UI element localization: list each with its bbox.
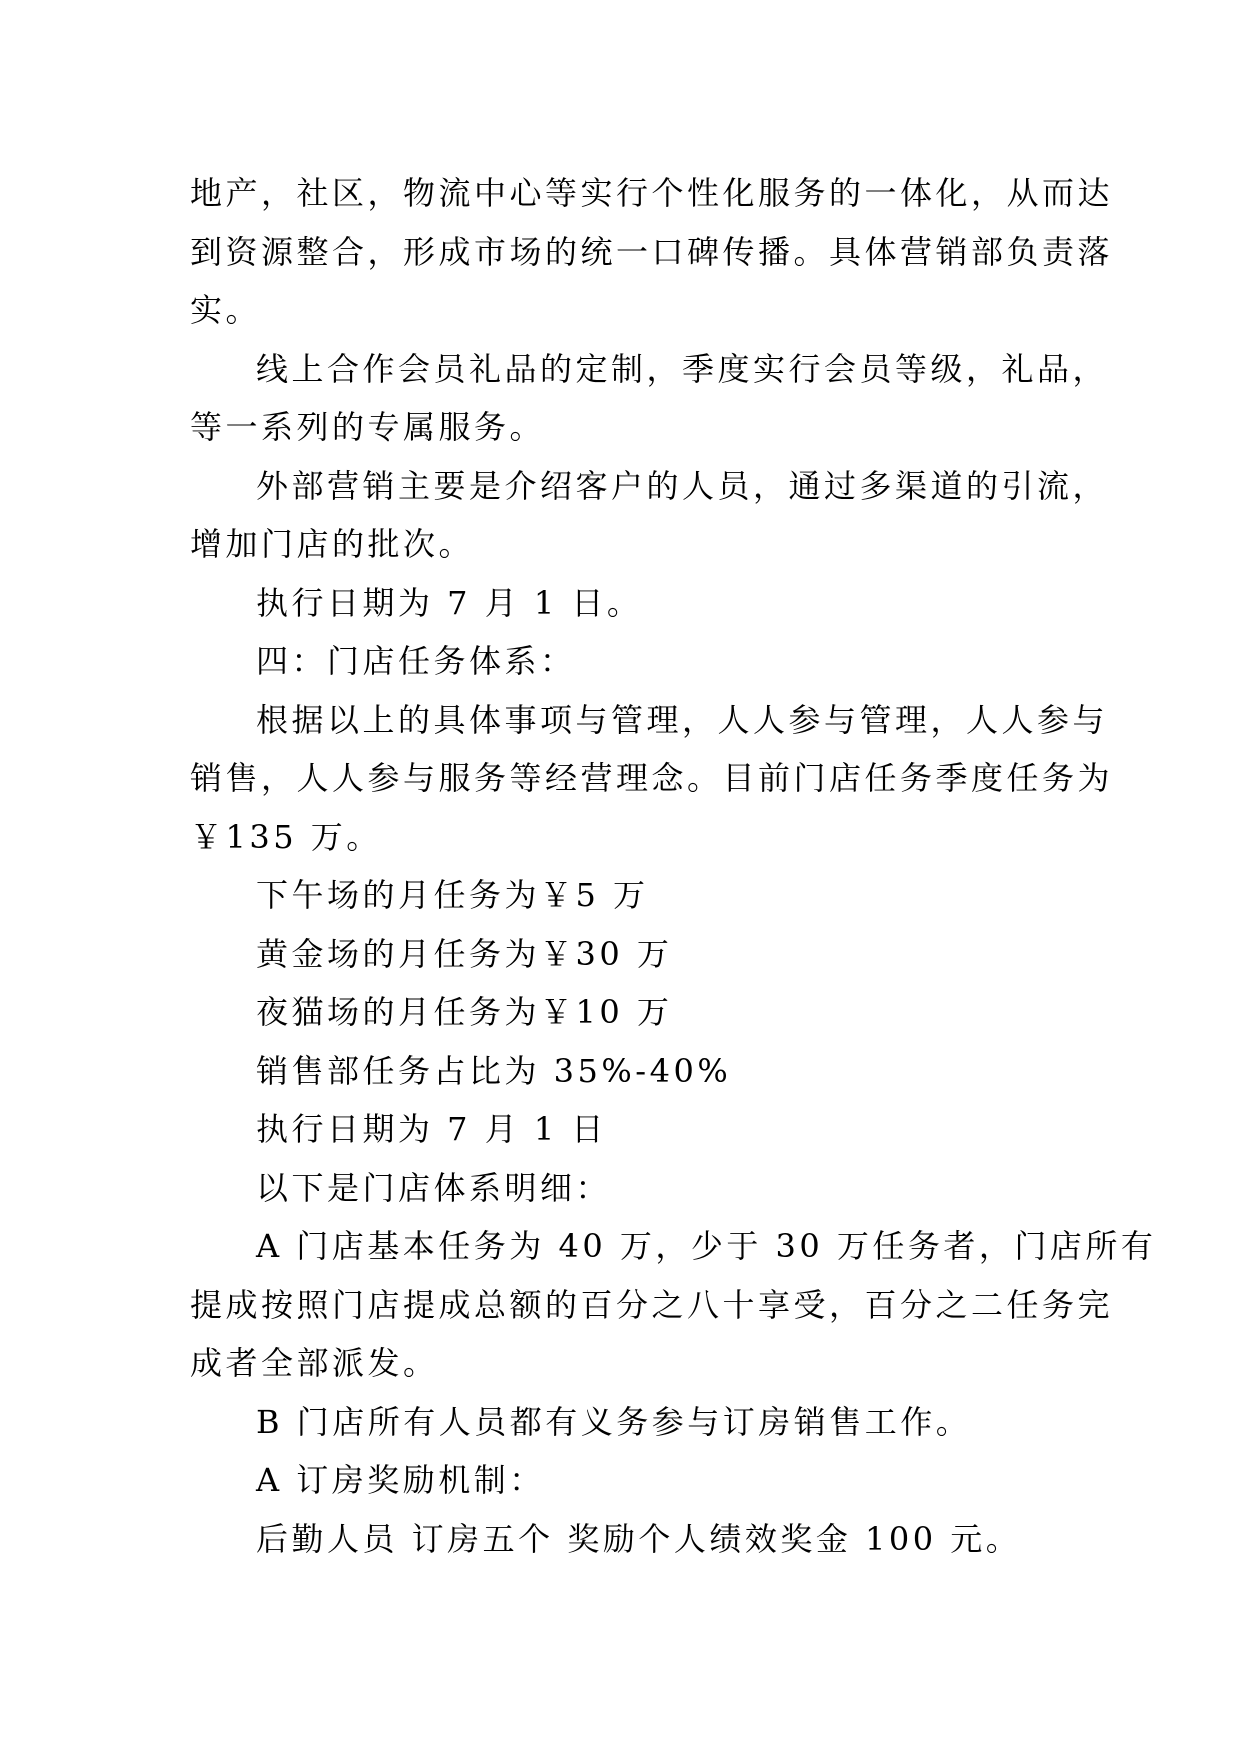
text-line: A 门店基本任务为 40 万，少于 30 万任务者，门店所有 — [256, 1227, 1157, 1265]
text-line: 地产，社区，物流中心等实行个性化服务的一体化，从而达 — [190, 174, 1114, 212]
text-line: 根据以上的具体事项与管理，人人参与管理，人人参与 — [256, 700, 1109, 739]
text-line: 线上合作会员礼品的定制，季度实行会员等级，礼品， — [256, 349, 1109, 388]
text-line: 销售部任务占比为 35%-40% — [256, 1051, 732, 1090]
text-line: 等一系列的专属服务。 — [190, 408, 546, 446]
document-body — [190, 164, 1157, 1568]
text-line: 后勤人员 订房五个 奖励个人绩效奖金 100 元。 — [256, 1519, 1022, 1558]
text-line: 以下是门店体系明细： — [256, 1168, 612, 1207]
text-line: 执行日期为 7 月 1 日。 — [256, 583, 643, 622]
text-line: 销售，人人参与服务等经营理念。目前门店任务季度任务为 — [190, 759, 1114, 797]
text-line: ￥135 万。 — [190, 817, 382, 856]
text-line: 外部营销主要是介绍客户的人员，通过多渠道的引流， — [256, 466, 1109, 505]
section-heading: 四：门店任务体系： — [256, 642, 576, 680]
text-line: B 门店所有人员都有义务参与订房销售工作。 — [256, 1402, 972, 1441]
text-line: 夜猫场的月任务为￥10 万 — [256, 993, 673, 1031]
text-line: 到资源整合，形成市场的统一口碑传播。具体营销部负责落 — [190, 232, 1114, 271]
text-line: 提成按照门店提成总额的百分之八十享受，百分之二任务完 — [190, 1285, 1114, 1324]
text-line: 成者全部派发。 — [190, 1344, 439, 1382]
text-line: 黄金场的月任务为￥30 万 — [256, 934, 673, 973]
text-line: 增加门店的批次。 — [190, 525, 475, 563]
text-line: 执行日期为 7 月 1 日 — [256, 1110, 607, 1148]
text-line: 实。 — [190, 291, 262, 329]
text-line: 下午场的月任务为￥5 万 — [256, 876, 649, 914]
text-line: A 订房奖励机制： — [256, 1461, 545, 1499]
